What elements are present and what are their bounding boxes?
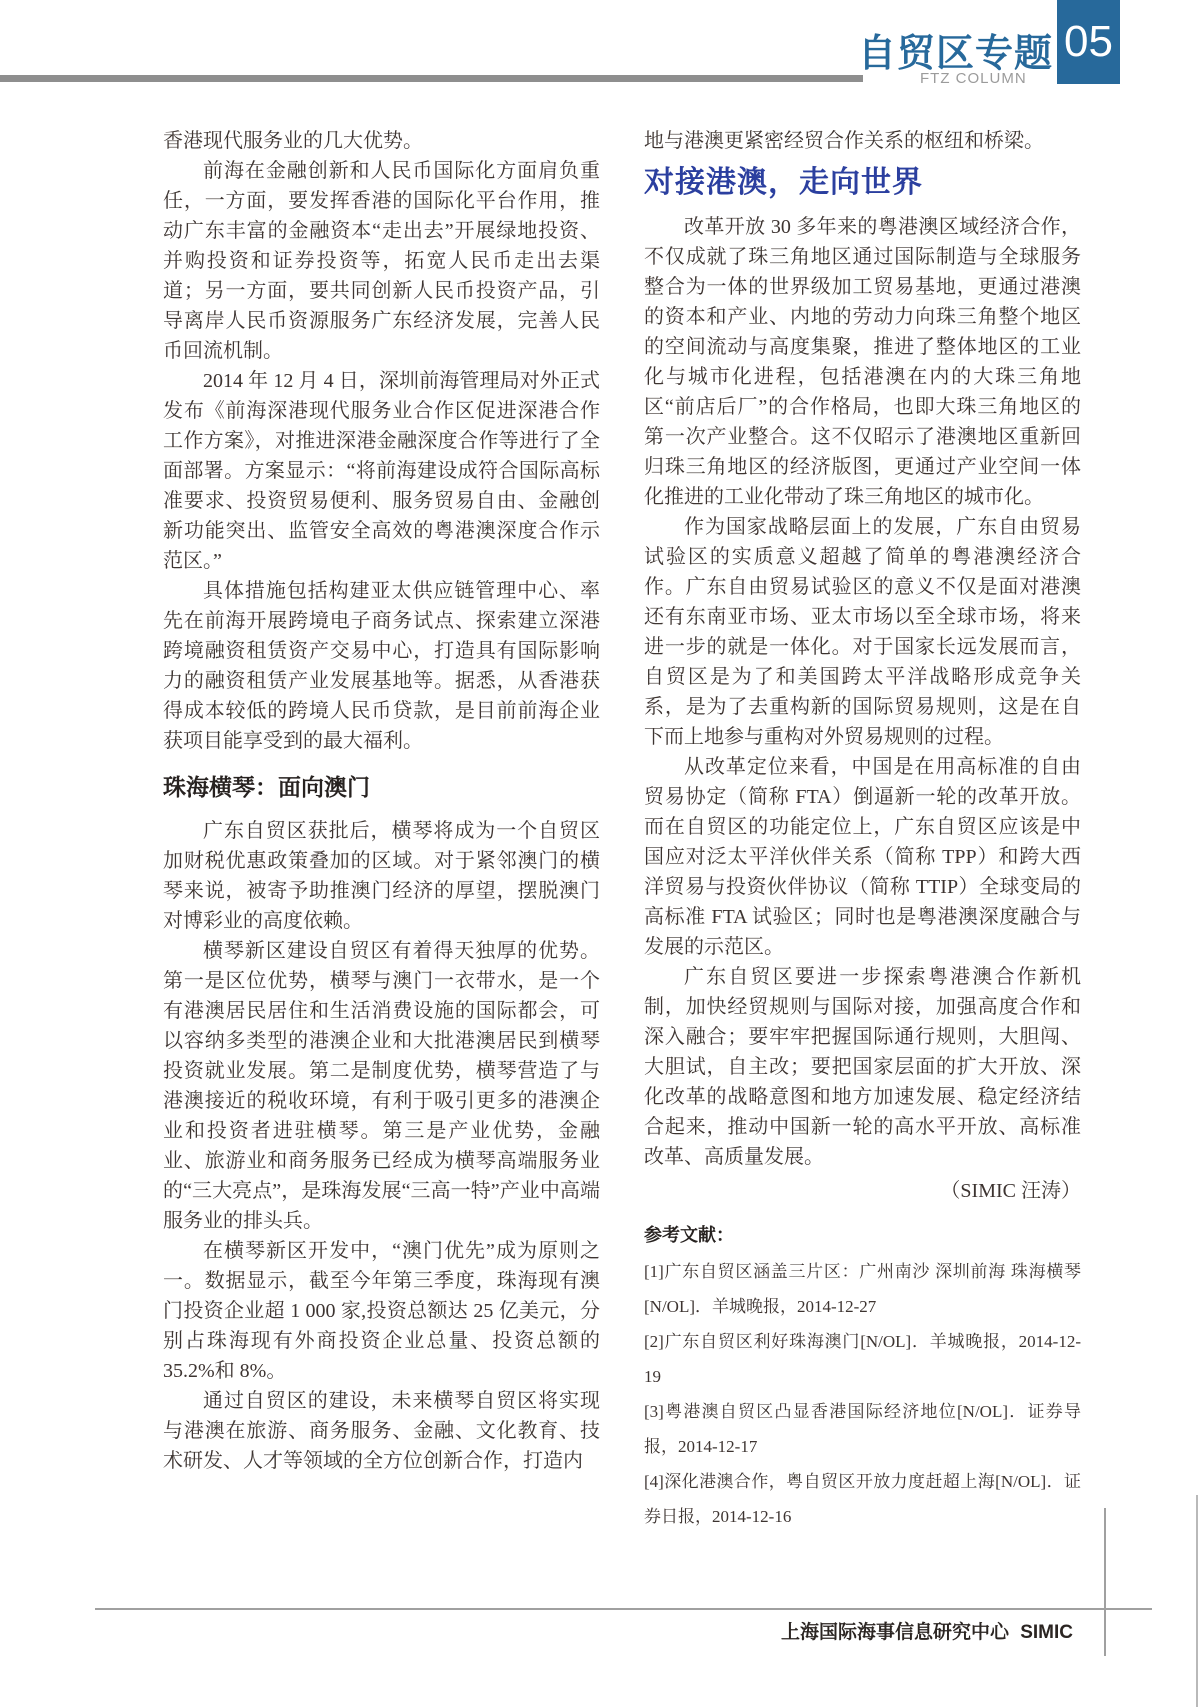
header-rule bbox=[0, 75, 863, 82]
body-paragraph: 从改革定位来看，中国是在用高标准的自由贸易协定（简称 FTA）倒逼新一轮的改革开放。而在自贸区的功能定位上，广东自贸区应该是中国应对泛太平洋伙伴关系（简称 TPP）和跨大西洋贸易与投资伙伴协议（简称 TTIP）全球变局的高标准 FTA 试验区；同时也是粤港澳深度融合与发展的示范区。 bbox=[644, 756, 1081, 958]
references-title: 参考文献： bbox=[644, 1225, 734, 1245]
column-title: 自贸区专题 bbox=[857, 33, 1053, 75]
body-paragraph: 改革开放 30 多年来的粤港澳区域经济合作，不仅成就了珠三角地区通过国际制造与全球服务整合为一体的世界级加工贸易基地，更通过港澳的资本和产业、内地的劳动力向珠三角整个地区的空间流动与高度集聚，推进了整体地区的工业化与城市化进程，包括港澳在内的大珠三角地区“前店后厂”的合作格局，也即大珠三角地区的第一次产业整合。这不仅昭示了港澳地区重新回归珠三角地区的经济版图，更通过产业空间一体化推进的工业化带动了珠三角地区的城市化。 bbox=[644, 216, 1081, 508]
page-edge-line bbox=[1196, 1495, 1198, 1707]
left-column bbox=[163, 126, 600, 1476]
body-paragraph: 通过自贸区的建设，未来横琴自贸区将实现与港澳在旅游、商务服务、金融、文化教育、技术研发、人才等领域的全方位创新合作，打造内 bbox=[163, 1390, 600, 1472]
body-paragraph: 广东自贸区获批后，横琴将成为一个自贸区加财税优惠政策叠加的区域。对于紧邻澳门的横琴来说，被寄予助推澳门经济的厚望，摆脱澳门对博彩业的高度依赖。 bbox=[163, 820, 600, 932]
footer-divider bbox=[1104, 1508, 1106, 1656]
reference-item: [4]深化港澳合作，粤自贸区开放力度赶超上海[N/OL]．证券日报，2014-12-16 bbox=[644, 1472, 1081, 1526]
column-subtitle: FTZ COLUMN bbox=[920, 70, 1027, 87]
body-paragraph: 具体措施包括构建亚太供应链管理中心、率先在前海开展跨境电子商务试点、探索建立深港跨境融资租赁资产交易中心，打造具有国际影响力的融资租赁产业发展基地等。据悉，从香港获得成本较低的跨境人民币贷款，是目前前海企业获项目能享受到的最大福利。 bbox=[163, 580, 600, 752]
body-paragraph: 在横琴新区开发中，“澳门优先”成为原则之一。数据显示，截至今年第三季度，珠海现有澳门投资企业超 1 000 家,投资总额达 25 亿美元，分别占珠海现有外商投资企业总量、投资总额的 35.2%和 8%。 bbox=[163, 1240, 600, 1382]
body-paragraph: 2014 年 12 月 4 日，深圳前海管理局对外正式发布《前海深港现代服务业合作区促进深港合作工作方案》，对推进深港金融深度合作等进行了全面部署。方案显示：“将前海建设成符合国际高标准要求、投资贸易便利、服务贸易自由、金融创新功能突出、监管安全高效的粤港澳深度合作示范区。” bbox=[163, 370, 600, 572]
byline: （SIMIC 汪涛） bbox=[940, 1180, 1081, 1202]
article-heading: 对接港澳，走向世界 bbox=[644, 166, 923, 199]
right-column bbox=[644, 126, 1081, 1534]
body-paragraph: 前海在金融创新和人民币国际化方面肩负重任，一方面，要发挥香港的国际化平台作用，推动广东丰富的金融资本“走出去”开展绿地投资、并购投资和证券投资等，拓宽人民币走出去渠道；另一方面，要共同创新人民币投资产品，引导离岸人民币资源服务广东经济发展，完善人民币回流机制。 bbox=[163, 160, 600, 362]
footer-credit: 上海国际海事信息研究中心 SIMIC bbox=[780, 1622, 1073, 1643]
body-paragraph: 香港现代服务业的几大优势。 bbox=[163, 130, 423, 152]
body-paragraph: 广东自贸区要进一步探索粤港澳合作新机制，加快经贸规则与国际对接，加强高度合作和深入融合；要牢牢把握国际通行规则，大胆闯、大胆试，自主改；要把国家层面的扩大开放、深化改革的战略意图和地方加速发展、稳定经济结合起来，推动中国新一轮的高水平开放、高标准改革、高质量发展。 bbox=[644, 966, 1081, 1168]
page-number: 05 bbox=[1064, 17, 1113, 66]
footer-rule bbox=[95, 1608, 1152, 1610]
reference-item: [1]广东自贸区涵盖三片区：广州南沙 深圳前海 珠海横琴[N/OL]．羊城晚报，2014-12-27 bbox=[644, 1262, 1081, 1316]
section-heading: 珠海横琴：面向澳门 bbox=[163, 774, 370, 800]
body-paragraph: 横琴新区建设自贸区有着得天独厚的优势。第一是区位优势，横琴与澳门一衣带水，是一个有港澳居民居住和生活消费设施的国际都会，可以容纳多类型的港澳企业和大批港澳居民到横琴投资就业发展。第二是制度优势，横琴营造了与港澳接近的税收环境，有利于吸引更多的港澳企业和投资者进驻横琴。第三是产业优势，金融业、旅游业和商务服务已经成为横琴高端服务业的“三大亮点”，是珠海发展“三高一特”产业中高端服务业的排头兵。 bbox=[163, 940, 600, 1232]
reference-item: [2]广东自贸区利好珠海澳门[N/OL]．羊城晚报，2014-12-19 bbox=[644, 1332, 1081, 1386]
body-paragraph: 作为国家战略层面上的发展，广东自由贸易试验区的实质意义超越了简单的粤港澳经济合作。广东自由贸易试验区的意义不仅是面对港澳还有东南亚市场、亚太市场以至全球市场，将来进一步的就是一体化。对于国家长远发展而言，自贸区是为了和美国跨太平洋战略形成竞争关系，是为了去重构新的国际贸易规则，这是在自下而上地参与重构对外贸易规则的过程。 bbox=[644, 516, 1081, 748]
reference-item: [3]粤港澳自贸区凸显香港国际经济地位[N/OL]．证券导报，2014-12-17 bbox=[644, 1402, 1081, 1456]
page-number-badge bbox=[1057, 0, 1120, 84]
body-paragraph: 地与港澳更紧密经贸合作关系的枢纽和桥梁。 bbox=[644, 130, 1044, 152]
